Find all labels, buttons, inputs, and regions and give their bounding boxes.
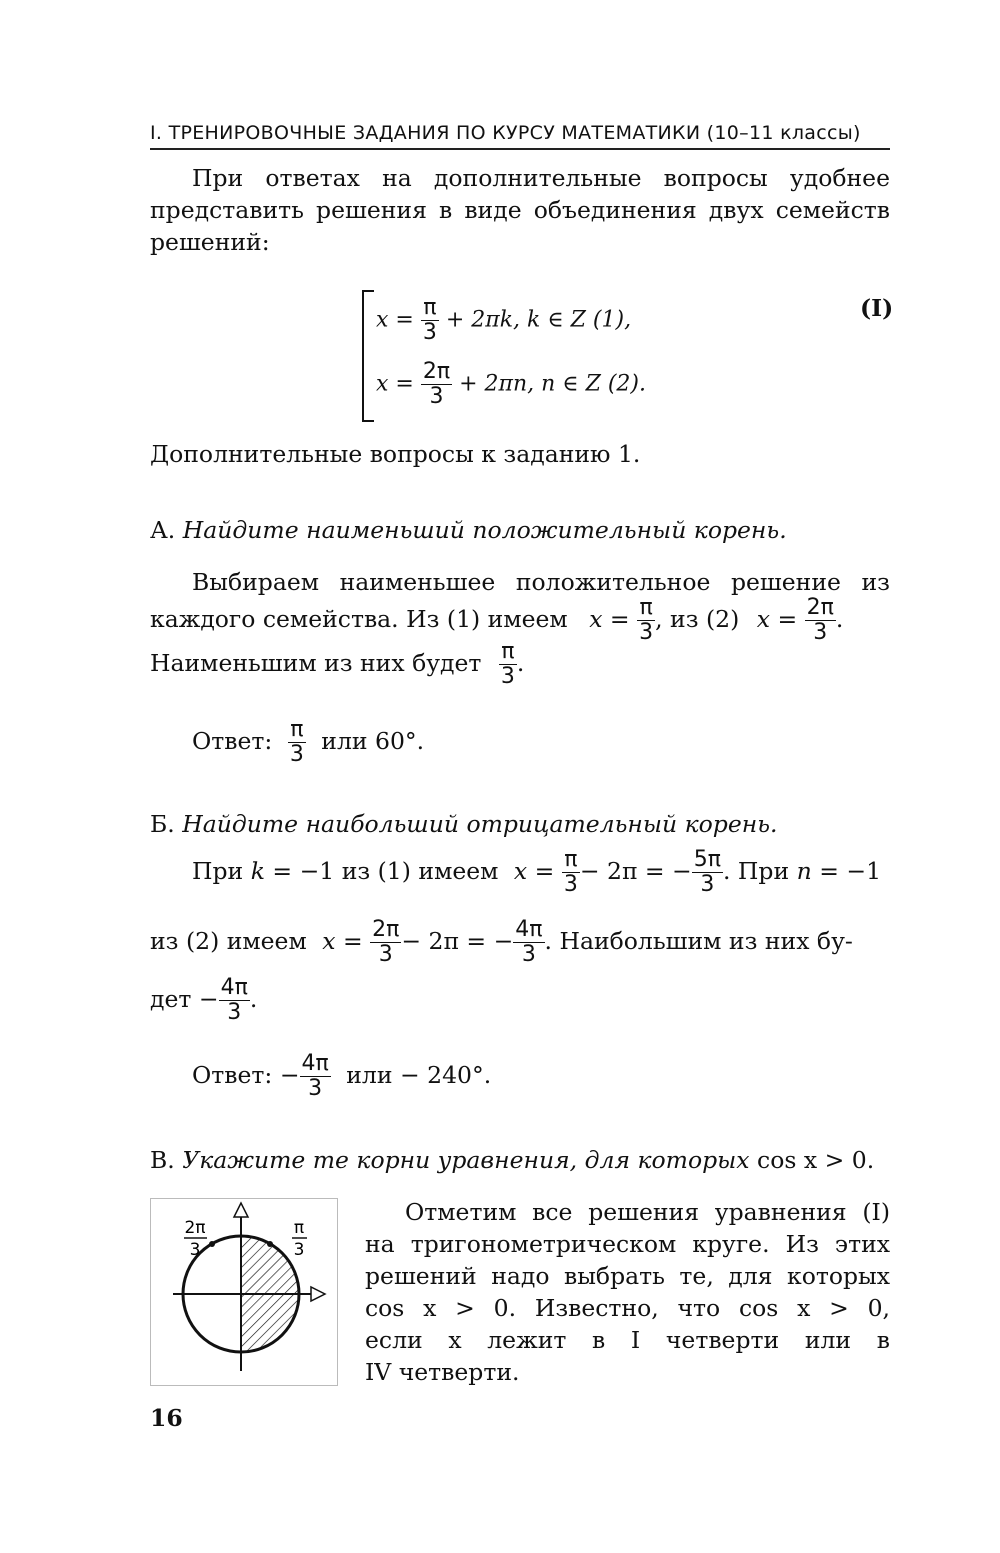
fraction-den: 3 <box>308 1075 323 1101</box>
label-2pi-num: 2π <box>184 1218 206 1238</box>
intro-line-1: При ответах на дополнительные вопросы удобнее <box>192 164 890 192</box>
question-a-letter: А. <box>150 516 176 544</box>
intro-line-3: решений: <box>150 228 270 256</box>
fraction-den: 3 <box>378 941 393 967</box>
question-v <box>150 1144 874 1176</box>
b-line-1-a: При <box>192 856 244 885</box>
answer-label: Ответ: <box>192 1060 273 1089</box>
math-minus: − <box>279 1060 300 1089</box>
dot: . <box>249 984 258 1013</box>
a-line-2-a: каждого семейства. Из (1) имеем <box>150 604 568 633</box>
question-v-text: Укажите те корни уравнения, для которых <box>182 1146 750 1174</box>
v-par-2: на тригонометрическом круге. Из этих <box>365 1230 890 1258</box>
fraction-den: 3 <box>563 871 578 897</box>
intro-line-2: представить решения в виде объединения двух семейств <box>150 196 890 224</box>
page-number: 16 <box>150 1404 183 1432</box>
fraction <box>513 918 544 967</box>
v-par-1: Отметим все решения уравнения (I) <box>405 1198 890 1226</box>
system-row-1-lead: x = <box>376 307 414 333</box>
a-line-2 <box>150 596 843 645</box>
fraction-num: 5π <box>693 847 721 872</box>
point-2pi-3 <box>209 1241 215 1247</box>
question-a <box>150 514 787 546</box>
answer-tail: или 60°. <box>321 726 425 755</box>
fraction <box>637 596 655 645</box>
math-x: x = <box>513 856 555 885</box>
b-line-3 <box>150 976 257 1025</box>
system-row-2 <box>376 360 646 409</box>
math-minus-2pi: − 2π = − <box>401 926 514 955</box>
label-2pi-den: 3 <box>189 1240 201 1260</box>
system-row-1 <box>376 296 631 345</box>
fraction <box>421 360 452 409</box>
unit-circle-figure <box>150 1198 338 1386</box>
fraction-num: π <box>499 640 517 665</box>
fraction <box>805 596 836 645</box>
fraction-num: π <box>562 848 580 873</box>
equation-system <box>362 290 664 422</box>
math-minus: − <box>198 984 219 1013</box>
running-header: I. ТРЕНИРОВОЧНЫЕ ЗАДАНИЯ ПО КУРСУ МАТЕМАТИКИ (10–11 классы) <box>150 122 890 150</box>
v-par-3: решений надо выбрать те, для которых <box>365 1262 890 1290</box>
y-axis-arrow <box>234 1203 248 1217</box>
math-x: x = <box>322 926 363 955</box>
fraction-den: 3 <box>521 941 536 967</box>
math-k: k <box>250 856 265 885</box>
fraction-den: 3 <box>639 619 654 645</box>
b-line-1 <box>192 848 881 897</box>
label-pi-den: 3 <box>293 1240 305 1260</box>
system-label: (I) <box>860 294 894 322</box>
b-line-1-d: = −1 <box>819 856 882 885</box>
dot: . <box>835 604 844 633</box>
math-x: x = <box>756 604 798 633</box>
question-b-text: Найдите наибольший отрицательный корень. <box>182 810 778 838</box>
fraction-den: 3 <box>289 741 304 767</box>
extra-questions-title: Дополнительные вопросы к заданию 1. <box>150 440 641 468</box>
unit-circle-svg <box>151 1199 337 1385</box>
fraction-den: 3 <box>227 999 242 1025</box>
fraction-den: 3 <box>422 319 437 345</box>
b-line-1-c: . При <box>722 856 790 885</box>
fraction-den: 3 <box>500 663 515 689</box>
a-line-3-text: Наименьшим из них будет <box>150 648 482 677</box>
fraction-den: 3 <box>429 383 444 409</box>
label-pi-num: π <box>293 1218 305 1238</box>
a-line-2-b: , из (2) <box>655 604 740 633</box>
fraction <box>692 848 723 897</box>
fraction-num: 2π <box>806 595 834 620</box>
b-answer <box>192 1052 491 1101</box>
answer-tail: или − 240°. <box>346 1060 492 1089</box>
a-line-1: Выбираем наименьшее положительное решение из <box>192 568 890 596</box>
x-axis-arrow <box>311 1287 325 1301</box>
fraction-num: π <box>288 718 306 743</box>
b-line-2-b: . Наибольшим из них бу- <box>544 926 853 955</box>
question-b-letter: Б. <box>150 810 175 838</box>
math-minus-2pi: − 2π = − <box>579 856 692 885</box>
fraction <box>288 718 306 767</box>
v-par-5: если x лежит в I четверти или в <box>365 1326 890 1354</box>
question-a-text: Найдите наименьший положительный корень. <box>182 516 787 544</box>
fraction-num: 2π <box>372 917 400 942</box>
fraction-num: 4π <box>220 975 248 1000</box>
system-row-2-lead: x = <box>376 371 414 397</box>
fraction <box>562 848 580 897</box>
b-line-3-text: дет <box>150 984 192 1013</box>
fraction-den: 3 <box>813 619 828 645</box>
fraction-num: π <box>637 596 655 621</box>
question-b <box>150 808 778 840</box>
system-row-2-tail: + 2πn, n ∈ Z (2). <box>459 371 647 397</box>
math-x: x = <box>589 604 630 633</box>
fraction-num: 4π <box>301 1051 329 1076</box>
b-line-1-b: = −1 из (1) имеем <box>272 856 499 885</box>
b-line-2-a: из (2) имеем <box>150 926 307 955</box>
fraction <box>370 918 401 967</box>
v-par-4: cos x > 0. Известно, что cos x > 0, <box>365 1294 890 1322</box>
fraction <box>300 1052 331 1101</box>
fraction-den: 3 <box>700 871 715 897</box>
dot: . <box>516 648 525 677</box>
b-line-2 <box>150 918 853 967</box>
fraction <box>421 296 439 345</box>
fraction <box>499 640 517 689</box>
fraction-num: 4π <box>515 917 543 942</box>
v-par-6: IV четверти. <box>365 1358 520 1386</box>
question-v-letter: В. <box>150 1146 175 1174</box>
a-line-3 <box>150 640 524 689</box>
math-n: n <box>796 856 812 885</box>
question-v-condition: cos x > 0. <box>757 1146 875 1174</box>
a-answer <box>192 718 424 767</box>
system-row-1-tail: + 2πk, k ∈ Z (1), <box>445 307 632 333</box>
point-pi-3 <box>267 1241 273 1247</box>
fraction <box>219 976 250 1025</box>
fraction-num: 2π <box>422 359 451 384</box>
answer-label: Ответ: <box>192 726 273 755</box>
fraction-num: π <box>421 296 439 321</box>
